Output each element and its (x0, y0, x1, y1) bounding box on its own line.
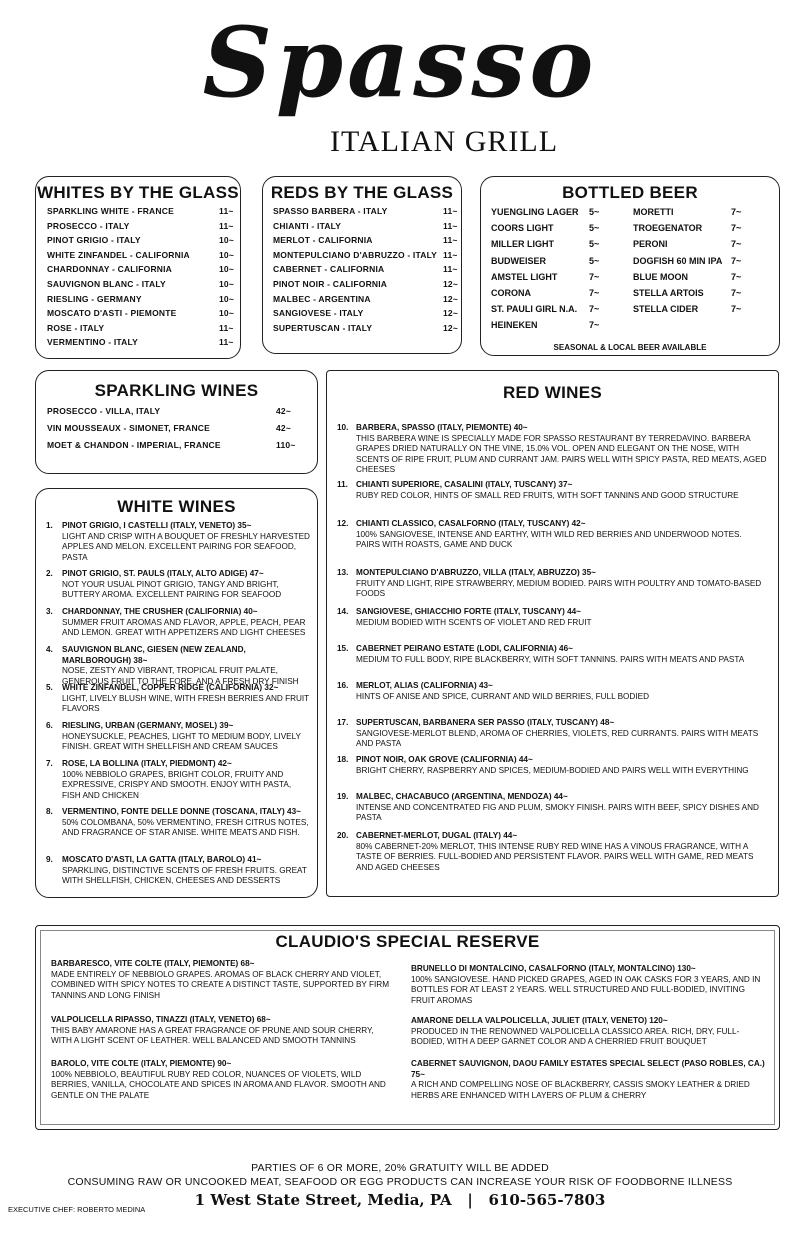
beer-name: ST. PAULI GIRL N.A. (491, 304, 578, 315)
wine-name: SANGIOVESE - ITALY (273, 308, 364, 319)
wine-price: 10~ (219, 264, 235, 275)
wine-name: ROSE - ITALY (47, 322, 105, 333)
white-wine-entry (46, 521, 311, 563)
entry-description: FRUITY AND LIGHT, RIPE STRAWBERRY, MEDIUM BODIED. PAIRS WITH POULTRY AND TOMATO-BASED FOODS (356, 578, 762, 598)
beer-row (491, 272, 557, 282)
entry-number: 13. (337, 568, 349, 577)
red-wine-entry (337, 568, 767, 600)
beer-name: YUENGLING LAGER (491, 207, 579, 217)
entry-number: 10. (337, 423, 349, 432)
entry-description: NOSE, ZESTY AND VIBRANT, TROPICAL FRUIT PALATE, GENEROUS FRUIT TO THE FORE, AND A FRESH DRY FINISH (62, 666, 299, 686)
reserve-entry (51, 1059, 391, 1101)
glass-wine-row (273, 308, 459, 319)
beer-price: 7~ (731, 255, 742, 266)
wine-price: 11~ (219, 220, 234, 231)
entry-title: BRUNELLO DI MONTALCINO, CASALFORNO (ITALY, MONTALCINO) 130~ (411, 964, 696, 973)
entry-description: LIGHT AND CRISP WITH A BOUQUET OF FRESHLY HARVESTED APPLES AND MELON. EXCELLENT PAIRING FOR SEAFOOD, PASTA (62, 531, 310, 562)
entry-number: 5. (46, 683, 53, 692)
wine-name: VIN MOUSSEAUX - SIMONET, FRANCE (47, 423, 210, 433)
wine-price: 11~ (443, 206, 458, 216)
glass-wine-row (273, 220, 458, 231)
entry-title: VALPOLICELLA RIPASSO, TINAZZI (ITALY, VENETO) 68~ (51, 1015, 271, 1024)
entry-description: 100% NEBBIOLO, BEAUTIFUL RUBY RED COLOR, NUANCES OF VIOLETS, WILD BERRIES, VANILLA, CHOCOLATE AND SPICES IN AROMA AND FLAVOR. SMOOTH AND GENTLE ON THE PALATE (51, 1069, 386, 1100)
beer-name: MORETTI (633, 207, 674, 217)
red-wine-entry (337, 607, 767, 628)
glass-wine-row (273, 264, 458, 275)
wine-price: 11~ (443, 249, 458, 260)
white-wine-entry (46, 759, 311, 801)
gratuity-note: PARTIES OF 6 OR MORE, 20% GRATUITY WILL BE ADDED (251, 1162, 549, 1174)
entry-number: 15. (337, 644, 349, 653)
entry-title: MALBEC, CHACABUCO (ARGENTINA, MENDOZA) 44~ (356, 792, 568, 801)
entry-description: LIGHT, LIVELY BLUSH WINE, WITH FRESH BERRIES AND FRUIT FLAVORS (62, 693, 310, 713)
entry-description: RUBY RED COLOR, HINTS OF SMALL RED FRUITS, WITH SOFT TANNINS AND GOOD STRUCTURE (356, 490, 739, 500)
beer-name: CORONA (491, 288, 531, 298)
wine-name: VERMENTINO - ITALY (47, 337, 138, 348)
brand-logo: Spasso (202, 6, 598, 119)
entry-title: CHIANTI SUPERIORE, CASALINI (ITALY, TUSCANY) 37~ (356, 480, 573, 489)
glass-wine-row (47, 264, 233, 274)
entry-number: 20. (337, 831, 349, 840)
beer-name: BLUE MOON (633, 271, 688, 282)
entry-description: BRIGHT CHERRY, RASPBERRY AND SPICES, MEDIUM-BODIED AND PAIRS WELL WITH EVERYTHING (356, 765, 749, 775)
entry-description: 100% SANGIOVESE. HAND PICKED GRAPES, AGED IN OAK CASKS FOR 3 YEARS, AND IN BOTTLES FOR AT LEAST 2 YEARS. WELL STRUCTURED AND FULL-BODIED, INVITING FRUIT AROMAS (411, 974, 761, 1005)
entry-number: 16. (337, 681, 349, 690)
entry-number: 4. (46, 645, 53, 654)
red-wine-entry (337, 423, 767, 476)
beer-price: 5~ (589, 255, 600, 266)
white-wine-entry (46, 645, 311, 687)
beer-price: 7~ (731, 239, 742, 250)
wine-name: PROSECCO - VILLA, ITALY (47, 406, 161, 416)
wine-price: 11~ (443, 264, 458, 275)
beer-row (491, 223, 554, 233)
beer-price: 5~ (589, 223, 600, 234)
entry-title: MERLOT, ALIAS (CALIFORNIA) 43~ (356, 681, 493, 690)
wine-price: 42~ (276, 406, 292, 416)
wine-price: 11~ (443, 235, 458, 246)
entry-title: CABERNET SAUVIGNON, DAOU FAMILY ESTATES SPECIAL SELECT (PASO ROBLES, CA.) 75~ (411, 1059, 765, 1079)
entry-number: 2. (46, 569, 53, 578)
beer-name: BUDWEISER (491, 255, 547, 266)
entry-title: RIESLING, URBAN (GERMANY, MOSEL) 39~ (62, 721, 234, 730)
wine-price: 10~ (219, 308, 235, 319)
red-wines-title: RED WINES (502, 383, 603, 402)
red-wine-entry (337, 681, 767, 702)
beer-name: PERONI (633, 239, 668, 250)
reserve-entry (411, 1059, 766, 1101)
sparkling-wines-section (35, 370, 318, 474)
wine-price: 12~ (443, 322, 459, 333)
address-separator: | (467, 1191, 473, 1209)
beer-row (491, 320, 538, 330)
beer-price: 7~ (731, 304, 742, 315)
entry-description: THIS BABY AMARONE HAS A GREAT FRAGRANCE OF PRUNE AND SOUR CHERRY, WITH A LIGHT SCENT OF LEATHER. WELL BALANCED AND SMOOTH TANNINS (51, 1025, 374, 1045)
wine-price: 10~ (219, 279, 235, 289)
glass-wine-row (273, 322, 459, 333)
entry-description: 50% COLOMBANA, 50% VERMENTINO, FRESH CITRUS NOTES, AND FRAGRANCE OF STAR ANISE. WHITE MEATS AND FISH. (62, 817, 309, 837)
reds-by-glass-section (262, 176, 462, 354)
wine-price: 12~ (443, 308, 459, 319)
entry-title: CABERNET-MERLOT, DUGAL (ITALY) 44~ (356, 831, 518, 840)
entry-description: HINTS OF ANISE AND SPICE, CURRANT AND WILD BERRIES, FULL BODIED (356, 691, 649, 701)
wine-name: WHITE ZINFANDEL - CALIFORNIA (47, 249, 190, 260)
entry-number: 11. (337, 480, 348, 489)
beer-price: 7~ (731, 207, 742, 217)
wine-name: MOSCATO D'ASTI - PIEMONTE (47, 308, 177, 319)
beer-price: 7~ (589, 304, 600, 315)
entry-title: WHITE ZINFANDEL, COPPER RIDGE (CALIFORNIA) 32~ (62, 683, 279, 692)
red-wine-entry (337, 480, 767, 501)
beer-name: STELLA ARTOIS (633, 288, 704, 298)
food-safety-warning: CONSUMING RAW OR UNCOOKED MEAT, SEAFOOD OR EGG PRODUCTS CAN INCREASE YOUR RISK OF FOODBORNE ILLNESS (67, 1176, 733, 1188)
wine-name: MOET & CHANDON - IMPERIAL, FRANCE (47, 440, 221, 450)
beer-note: SEASONAL & LOCAL BEER AVAILABLE (553, 343, 707, 352)
beer-name: MILLER LIGHT (491, 239, 554, 250)
brand-subtitle: ITALIAN GRILL (330, 125, 559, 158)
red-wine-entry (337, 644, 767, 665)
entry-number: 8. (46, 807, 53, 816)
entry-number: 14. (337, 607, 349, 616)
wine-name: PINOT NOIR - CALIFORNIA (273, 279, 388, 289)
entry-description: HONEYSUCKLE, PEACHES, LIGHT TO MEDIUM BODY, LIVELY FINISH. GREAT WITH SHELLFISH AND CREAM SAUCES (62, 731, 301, 751)
beer-price: 7~ (589, 271, 600, 282)
entry-title: PINOT NOIR, OAK GROVE (CALIFORNIA) 44~ (356, 755, 533, 764)
entry-description: PRODUCED IN THE RENOWNED VALPOLICELLA CLASSICO AREA. RICH, DRY, FULL-BODIED, WITH A DEEP GARNET COLOR AND A CHERRIED FRUIT BOUQUET (411, 1026, 740, 1046)
entry-title: SAUVIGNON BLANC, GIESEN (NEW ZEALAND, MARLBOROUGH) 38~ (62, 645, 246, 665)
entry-number: 18. (337, 755, 349, 764)
entry-description: 100% NEBBIOLO GRAPES, BRIGHT COLOR, FRUITY AND EXPRESSIVE, CRISPY AND SMOOTH. ENJOY WITH PASTA, FISH AND CHICKEN (62, 769, 292, 800)
white-wine-entry (46, 721, 311, 753)
beer-price: 5~ (589, 239, 600, 250)
entry-title: AMARONE DELLA VALPOLICELLA, JULIET (ITALY, VENETO) 120~ (411, 1016, 668, 1025)
wine-name: PINOT GRIGIO - ITALY (47, 235, 141, 246)
beer-name: DOGFISH 60 MIN IPA (633, 255, 723, 266)
white-wine-entry (46, 807, 311, 839)
entry-description: 100% SANGIOVESE, INTENSE AND EARTHY, WITH WILD RED BERRIES AND UNDERWOOD NOTES. PAIRS WITH ROASTS, GAME AND DUCK (356, 529, 742, 549)
entry-title: SUPERTUSCAN, BARBANERA SER PASSO (ITALY, TUSCANY) 48~ (356, 718, 615, 727)
entry-title: BAROLO, VITE COLTE (ITALY, PIEMONTE) 90~ (51, 1059, 232, 1068)
wine-name: SAUVIGNON BLANC - ITALY (47, 279, 166, 289)
entry-number: 6. (46, 721, 53, 730)
wine-price: 12~ (443, 293, 459, 304)
red-wine-entry (337, 519, 767, 551)
bottled-beer-section (480, 176, 780, 356)
reds-by-glass-title: REDS BY THE GLASS (270, 183, 454, 202)
wine-price: 11~ (219, 322, 234, 333)
beer-name: TROEGENATOR (633, 223, 703, 234)
white-wine-entry (46, 569, 311, 601)
bottled-beer-title: BOTTLED BEER (562, 183, 698, 202)
entry-description: MEDIUM BODIED WITH SCENTS OF VIOLET AND RED FRUIT (356, 617, 592, 627)
sparkling-row (47, 440, 307, 450)
beer-price: 5~ (589, 207, 600, 217)
wine-price: 10~ (219, 235, 235, 246)
entry-description: SUMMER FRUIT AROMAS AND FLAVOR, APPLE, PEACH, PEAR AND LEMON. GREAT WITH APPETIZERS AND LIGHT CHEESES (62, 617, 306, 637)
entry-description: SANGIOVESE-MERLOT BLEND, AROMA OF CHERRIES, VIOLETS, RED CURRANTS. PAIRS WITH MEATS AND PASTA (356, 728, 759, 748)
wine-price: 10~ (219, 293, 235, 304)
wine-price: 12~ (443, 279, 459, 289)
glass-wine-row (273, 206, 458, 216)
wine-price: 42~ (276, 423, 292, 433)
sparkling-row (47, 406, 307, 416)
whites-by-glass-title: WHITES BY THE GLASS (37, 183, 239, 202)
entry-number: 12. (337, 519, 349, 528)
street-address: 1 West State Street, Media, PA (194, 1191, 452, 1209)
sparkling-row (47, 423, 307, 433)
beer-name: AMSTEL LIGHT (491, 271, 558, 282)
entry-title: MOSCATO D'ASTI, LA GATTA (ITALY, BAROLO) 41~ (62, 855, 262, 864)
wine-price: 11~ (443, 220, 458, 231)
entry-number: 9. (46, 855, 53, 864)
wine-name: MONTEPULCIANO D'ABRUZZO - ITALY (273, 249, 438, 260)
wine-name: PROSECCO - ITALY (47, 220, 130, 231)
entry-title: CABERNET PEIRANO ESTATE (LODI, CALIFORNIA) 46~ (356, 644, 573, 653)
wine-price: 110~ (276, 440, 296, 450)
glass-wine-row (273, 249, 458, 260)
entry-title: CHIANTI CLASSICO, CASALFORNO (ITALY, TUSCANY) 42~ (356, 519, 586, 528)
entry-number: 3. (46, 607, 53, 616)
reserve-entry (51, 1015, 391, 1047)
glass-wine-row (47, 308, 233, 318)
white-wine-entry (46, 607, 311, 639)
beer-price: 7~ (731, 288, 742, 298)
beer-row (491, 288, 531, 298)
glass-wine-row (273, 235, 458, 246)
entry-description: MEDIUM TO FULL BODY, RIPE BLACKBERRY, WITH SOFT TANNINS. PAIRS WITH MEATS AND PASTA (356, 654, 745, 664)
beer-price: 7~ (589, 288, 600, 298)
wine-name: CHIANTI - ITALY (273, 220, 342, 231)
white-wine-entry (46, 855, 311, 887)
glass-wine-row (47, 206, 233, 216)
beer-row (491, 239, 554, 249)
entry-title: BARBERA, SPASSO (ITALY, PIEMONTE) 40~ (356, 423, 528, 432)
reserve-entry (411, 1016, 766, 1048)
entry-title: PINOT GRIGIO, ST. PAULS (ITALY, ALTO ADIGE) 47~ (62, 569, 264, 578)
wine-name: RIESLING - GERMANY (47, 293, 142, 304)
beer-price: 7~ (731, 271, 742, 282)
glass-wine-row (273, 293, 459, 304)
beer-name: HEINEKEN (491, 320, 538, 331)
beer-price: 7~ (589, 320, 600, 331)
wine-name: SPARKLING WHITE - FRANCE (47, 206, 174, 216)
entry-description: SPARKLING, DISTINCTIVE SCENTS OF FRESH FRUITS. GREAT WITH SHELLFISH, CHICKEN, CHEESES AND DESSERTS (62, 865, 307, 885)
glass-wine-row (47, 294, 233, 304)
white-wines-section (35, 488, 318, 898)
entry-description: THIS BARBERA WINE IS SPECIALLY MADE FOR SPASSO RESTAURANT BY TERREDAVINO. BARBERA GRAPES DRIED NATURALLY ON THE VINE, 15.0% VOL. OPEN AND ELEGANT ON THE NOSE, WITH SCENTS OF RIPE FRUIT, PLUM AND CURRANT JAM. PAIRS WELL WITH SPICY PASTA, RED MEATS, AGED CHEESES (356, 433, 767, 474)
glass-wine-row (47, 250, 233, 260)
entry-description: 80% CABERNET-20% MERLOT, THIS INTENSE RUBY RED WINE HAS A VINOUS FRAGRANCE, WITH A TASTE OF BERRIES. FULL-BODIED AND PERSISTENT FLAVOR. PAIRS WELL WITH GAME, RED MEATS AND AGED CHEESES (356, 841, 754, 872)
glass-wine-row (273, 279, 459, 289)
entry-title: VERMENTINO, FONTE DELLE DONNE (TOSCANA, ITALY) 43~ (62, 807, 301, 816)
entry-description: A RICH AND COMPELLING NOSE OF BLACKBERRY, CASSIS SMOKY LEATHER & DRIED HERBS ARE ENHANCED WITH LAYERS OF PLUM & CHERRY (411, 1080, 750, 1100)
entry-number: 7. (46, 759, 53, 768)
glass-wine-row (47, 323, 233, 333)
red-wine-entry (337, 831, 767, 873)
wine-name: CABERNET - CALIFORNIA (273, 264, 385, 275)
reserve-entry (411, 964, 766, 1006)
entry-title: PINOT GRIGIO, I CASTELLI (ITALY, VENETO) 35~ (62, 521, 252, 530)
special-reserve-section (35, 925, 780, 1130)
reserve-entry (51, 959, 391, 1001)
red-wine-entry (337, 718, 767, 750)
wine-name: SPASSO BARBERA - ITALY (273, 206, 388, 216)
wine-name: MERLOT - CALIFORNIA (273, 235, 373, 246)
entry-number: 1. (46, 521, 53, 530)
wine-name: SUPERTUSCAN - ITALY (273, 322, 373, 333)
executive-chef: EXECUTIVE CHEF: ROBERTO MEDINA (8, 1205, 146, 1214)
white-wine-entry (46, 683, 311, 715)
red-wines-section (326, 370, 779, 897)
wine-name: CHARDONNAY - CALIFORNIA (47, 264, 173, 275)
beer-name: COORS LIGHT (491, 223, 554, 234)
entry-title: ROSE, LA BOLLINA (ITALY, PIEDMONT) 42~ (62, 759, 232, 768)
beer-name: STELLA CIDER (633, 304, 699, 315)
entry-title: MONTEPULCIANO D'ABRUZZO, VILLA (ITALY, ABRUZZO) 35~ (356, 568, 596, 577)
entry-description: INTENSE AND CONCENTRATED FIG AND PLUM, SMOKY FINISH. PAIRS WITH BEEF, SPICY DISHES AND PASTA (356, 802, 759, 822)
entry-description: NOT YOUR USUAL PINOT GRIGIO, TANGY AND BRIGHT, BUTTERY AROMA. EXCELLENT PAIRING FOR SEAFOOD (62, 579, 282, 599)
entry-number: 17. (337, 718, 349, 727)
sparkling-wines-title: SPARKLING WINES (94, 381, 259, 400)
beer-row (491, 304, 577, 314)
glass-wine-row (47, 235, 233, 245)
red-wine-entry (337, 792, 767, 824)
wine-price: 11~ (219, 206, 234, 216)
entry-title: BARBARESCO, VITE COLTE (ITALY, PIEMONTE) 68~ (51, 959, 255, 968)
special-reserve-title: CLAUDIO'S SPECIAL RESERVE (275, 932, 540, 951)
wine-price: 10~ (219, 249, 235, 260)
white-wines-title: WHITE WINES (117, 497, 236, 516)
glass-wine-row (47, 221, 233, 231)
beer-row (491, 256, 546, 266)
beer-row (491, 207, 579, 217)
whites-by-glass-section (35, 176, 241, 359)
wine-name: MALBEC - ARGENTINA (273, 293, 371, 304)
glass-wine-row (47, 279, 233, 289)
glass-wine-row (47, 337, 233, 347)
entry-title: SANGIOVESE, GHIACCHIO FORTE (ITALY, TUSCANY) 44~ (356, 607, 581, 616)
red-wine-entry (337, 755, 767, 776)
entry-number: 19. (337, 792, 349, 801)
entry-title: CHARDONNAY, THE CRUSHER (CALIFORNIA) 40~ (62, 607, 258, 616)
beer-price: 7~ (731, 223, 742, 234)
entry-description: MADE ENTIRELY OF NEBBIOLO GRAPES. AROMAS OF BLACK CHERRY AND VIOLET, COMBINED WITH SPICY NOTES TO CREATE A DISTINCT TASTE, SUPPORTED BY FIRM TANNINS AND LONG FINISH (51, 969, 390, 1000)
wine-price: 11~ (219, 337, 234, 348)
phone-number: 610-565-7803 (488, 1191, 606, 1209)
